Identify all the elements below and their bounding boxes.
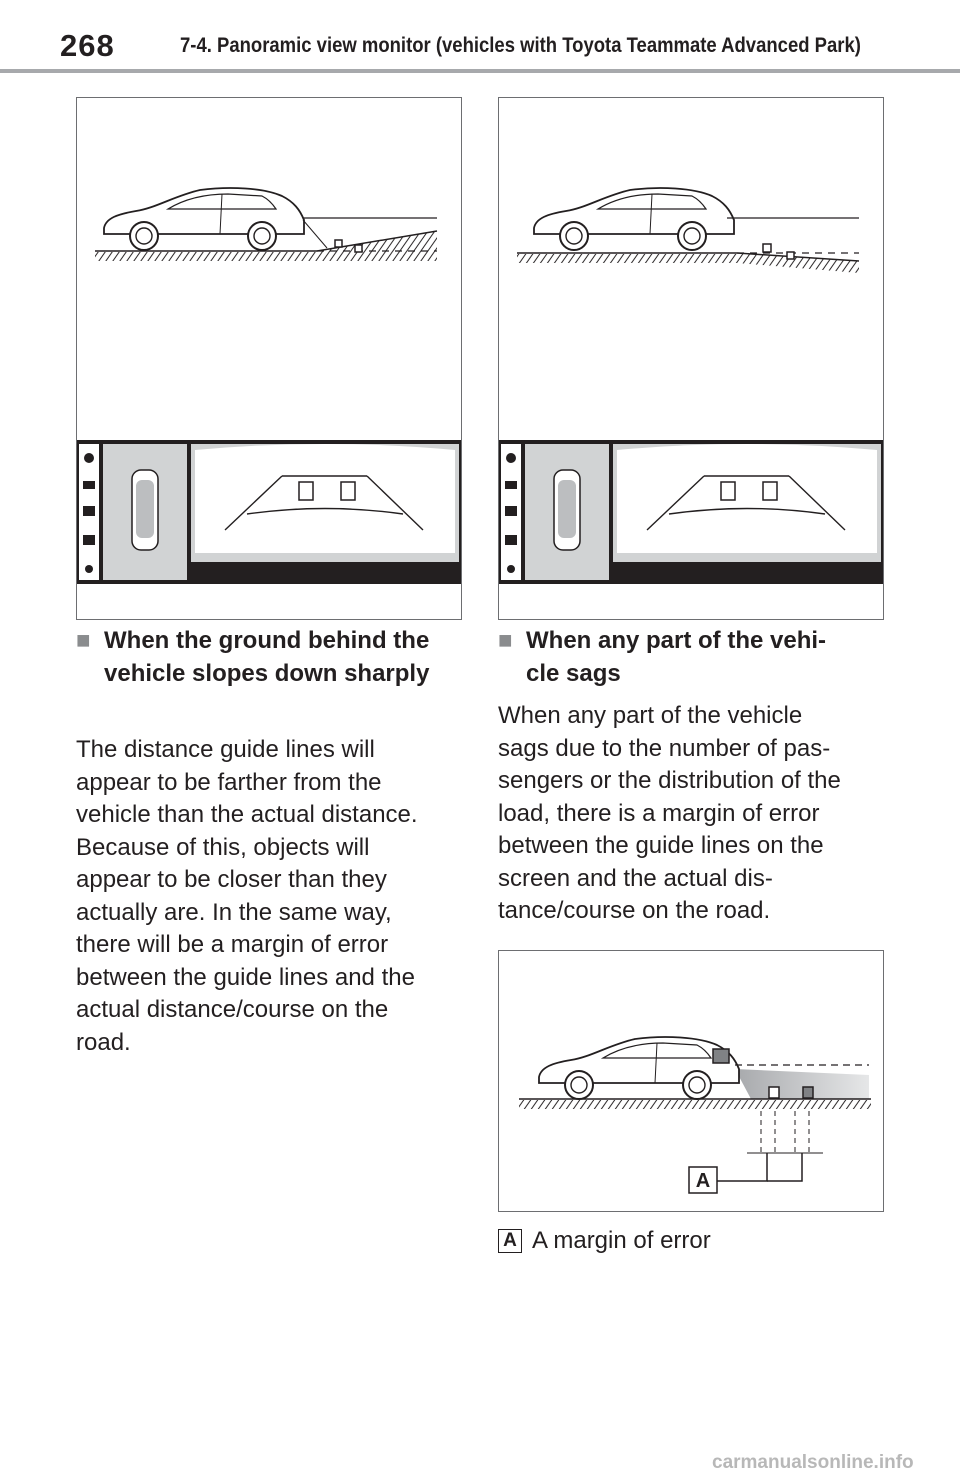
watermark: carmanualsonline.info: [712, 1452, 914, 1473]
figure-vehicle-sags: [498, 97, 884, 620]
body-slope-down: The distance guide lines will appear to be farther from the vehicle than the actual distance. Because of this, objects will appear to be closer than they actually are. In the same way, there will be a margin of error between the guide lines and the actual distance/course on the road.: [76, 736, 418, 1056]
figure-slope-down: [76, 97, 462, 620]
page-number: 268: [60, 28, 115, 63]
heading-vehicle-sags: ■ When any part of the vehi- cle sags: [498, 624, 878, 690]
page-header: [0, 0, 960, 80]
caption-label-box: A: [498, 1229, 522, 1253]
header-rule: [0, 69, 960, 73]
figure-label-a: A: [695, 1170, 711, 1192]
section-title: 7-4. Panoramic view monitor (vehicles with Toyota Teammate Advanced Park): [180, 33, 861, 57]
square-bullet-icon: ■: [76, 627, 91, 654]
body-vehicle-sags: When any part of the vehicle sags due to the number of pas- sengers or the distribution of the load, there is a margin of error between the guide lines on the screen and the actual dis- tance/course on the road.: [498, 702, 841, 924]
square-bullet-icon: ■: [498, 627, 513, 654]
figure-margin-of-error: [498, 950, 884, 1212]
heading-slope-down: ■ When the ground behind the vehicle slopes down sharply: [76, 624, 456, 690]
caption-text: A margin of error: [532, 1227, 711, 1254]
